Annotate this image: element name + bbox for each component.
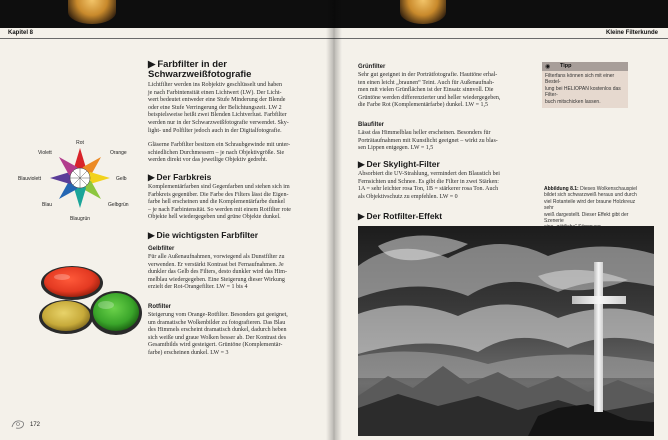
yellow-filter [42, 301, 90, 331]
header-rule-right [334, 38, 668, 39]
publisher-logo-icon [10, 418, 26, 430]
right-page [334, 0, 668, 440]
section-title: ▶ Farbfilter in der Schwarzweißfotografie [148, 59, 252, 80]
wheel-label-blauviolett: Blauviolett [18, 176, 42, 182]
red-filter [44, 267, 100, 297]
wheel-label-orange: Orange [110, 150, 127, 156]
arrow-icon: ▶ [148, 172, 155, 182]
arrow-icon: ▶ [148, 59, 156, 70]
farbkreis-paragraph: Komplementärfarben sind Gegenfarben und stehen sich im Farbkreis gegenüber. Die Farbe des Filters lässt die Eigen- farbe hell erscheinen und die Komplementärfarbe dunkel – je nach Farbintensität. So werden mit einem Rotfilter rote Objekte hell wiedergegeben und grüne Objekte dunkel. [148, 184, 291, 221]
intro-paragraph: Lichtfilter werden ins Robjektiv geschlüsselt und haben je nach Farbintensität einen Lichtwert (LW). Der Licht- wert bedeutet entweder eine Stufe Minderung der Blende oder eine Stufe Verringerung der Belichtungszeit. LW 2 beispielsweise heißt zwei Blenden Lichtverlust. Farbfilter werden nur in der Schwarzweißfotografie verwendet. Sky- light- und Polfilter jedoch auch in der Digitalfotografie. [148, 82, 289, 134]
figure-caption: Abbildung 8.1: Dieses Wolkenschauspiel bildet sich schwarzweiß heraus und durch viel Rotanteile wird der braune Holzkreuz sehr weiß dargestellt. Dieser Effekt gibt der Szenerie [544, 186, 638, 225]
header-rule-left [0, 38, 334, 39]
wheel-label-violett: Violett [38, 150, 52, 156]
rotfilter-paragraph: Steigerung vom Orange-Rotfilter. Besonders gut geeignet, um dramatische Wolkenbilder zu fotografieren. Das Blau des Himmels erscheint dramatisch dunkel, dadurch heben sich weiße und graue Wolken besser ab. Der Kontrast des Gesamtbilds wird gesteigert. Grüntöne (Komplementär- farbe) erscheinen dunkel. LW = 3 [148, 312, 288, 356]
wichtig-heading: ▶ Die wichtigsten Farbfilter [148, 230, 259, 240]
rotfilter-effekt-heading: ▶ Der Rotfilter-Effekt [358, 211, 443, 221]
arrow-icon: ▶ [358, 159, 365, 169]
arrow-icon: ▶ [358, 211, 365, 221]
tip-text: Filterfans können sich mit einer Bestel- lung bei HELIOPAN kostenlos das Filter- buch mitschicken lassen. [545, 73, 621, 105]
wheel-label-gelb: Gelb [116, 176, 127, 182]
green-filter [93, 293, 139, 331]
gelbfilter-paragraph: Für alle Außenaufnahmen, vorwiegend als Dunstfilter zu verwenden. Er verstärkt Kontrast bei Fernaufnahmen. Je dunkler das Gelb des Filters, desto dunkler wird das Him- melblau wiedergegeben. Eine Steigerung dieser Wirkung erzielt der Rot-Orangefilter. LW = 1 bis 4 [148, 254, 287, 291]
arrow-icon: ▶ [148, 230, 155, 240]
tip-header [542, 62, 628, 71]
page-number-left: 172 [30, 422, 41, 428]
book-gutter [326, 0, 342, 440]
wheel-label-blaugruen: Blaugrün [69, 216, 91, 222]
right-header-band [334, 0, 668, 28]
farbkreis-heading: ▶ Der Farbkreis [148, 172, 212, 182]
lamp-glow-right [400, 0, 446, 24]
gruenfilter-paragraph: Sehr gut geeignet in der Porträtfotografie. Hauttöne erhal- ten einen leicht „braunen“ Teint. Auch für Außenaufnah- men mit vielen Grünflächen ist der Einsatz sinnvoll. Die Grüntöne werden differenzierter und heller wiedergegeben, die Farbe Rot (Komplementärfarbe) dunkel. LW = 1,5 [358, 72, 501, 109]
tip-box [542, 62, 628, 108]
eye-icon: ◉ [545, 63, 551, 70]
gruenfilter-heading: Grünfilter [358, 64, 386, 70]
wheel-label-gelbgruen: Gelbgrün [108, 202, 129, 208]
left-header-band [0, 0, 334, 28]
tip-label: Tipp [560, 63, 572, 69]
skylight-paragraph: Absorbiert die UV-Strahlung, vermindert den Blaustich bei Fernsichten und Schnee. Es gibt die Filter in zwei Stärken: 1A = sehr leichter rosa Ton, 1B = stärkerer rosa Ton. Auch als Objektivschutz zu empfehlen. LW = 0 [358, 171, 500, 200]
glass-filters-photo [38, 265, 143, 355]
skylight-heading: ▶ Der Skylight-Filter [358, 159, 440, 169]
blaufilter-paragraph: Lässt das Himmelblau heller erscheinen. Besonders für Porträtaufnahmen mit Kunstlicht geeignet – wirkt zu blas- sen Lippen entgegen. LW = 1,5 [358, 130, 498, 152]
cross-vertical [594, 262, 603, 412]
color-wheel-diagram [18, 130, 138, 230]
lamp-glow-left [68, 0, 116, 24]
wheel-label-blau: Blau [42, 202, 53, 208]
blaufilter-heading: Blaufilter [358, 122, 385, 128]
cross-clouds-photo [358, 226, 654, 436]
cross-horizontal [572, 296, 626, 304]
wheel-label-rot: Rot [76, 140, 84, 146]
rotfilter-heading: Rotfilter [148, 304, 171, 310]
gelbfilter-heading: Gelbfilter [148, 246, 175, 252]
chapter-label: Kapitel 8 [8, 30, 34, 36]
thread-paragraph: Gläserne Farbfilter besitzen ein Schraubgewinde mit unter- schiedlichen Durchmessern – je nach Objektivgröße. Sie werden direkt vor das jeweilige Objektiv gedreht. [148, 142, 291, 164]
chapter-title-right: Kleine Filterkunde [605, 30, 658, 36]
